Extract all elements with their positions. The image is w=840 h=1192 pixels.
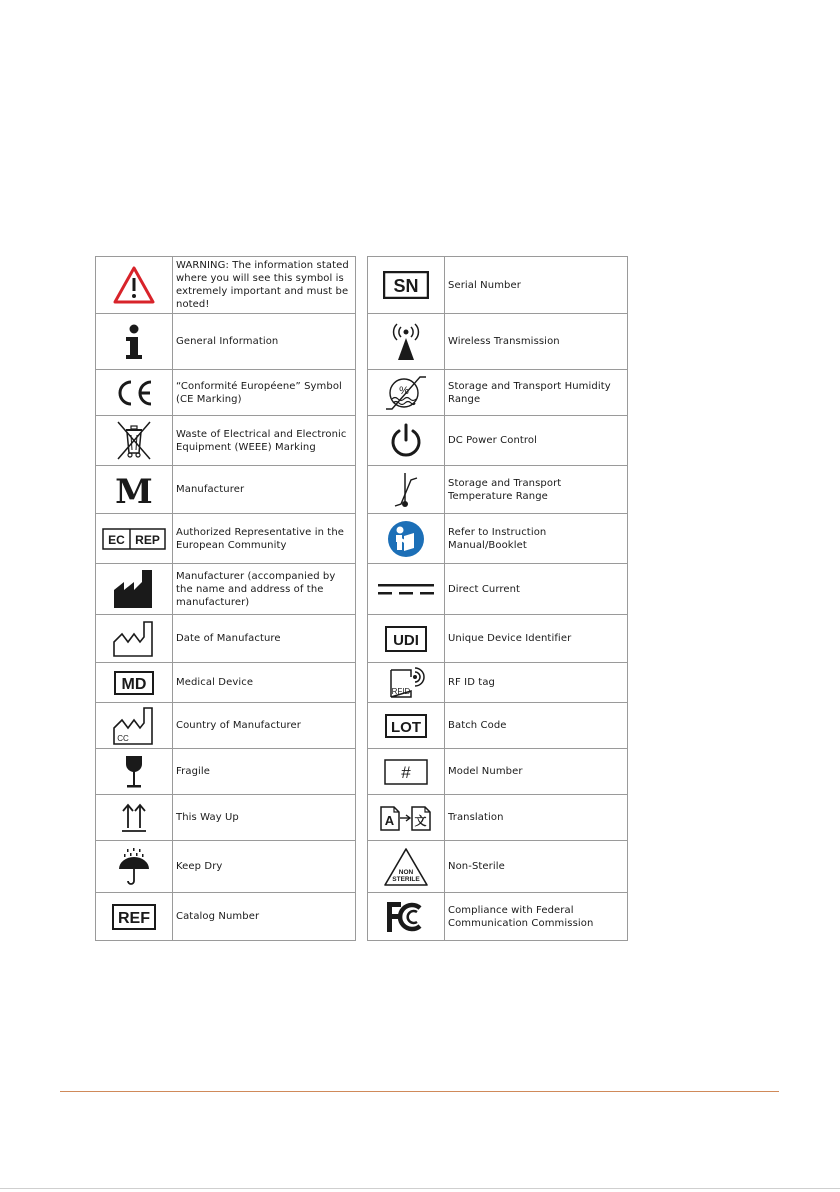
symbol-label: Storage and Transport Humidity Range [445,370,628,416]
symbol-label: Storage and Transport Temperature Range [445,466,628,514]
symbol-label: DC Power Control [445,416,628,466]
lot-glyph: LOT [391,718,421,736]
table-row [96,703,356,749]
table-row [96,257,356,314]
symbol-label: Waste of Electrical and Electronic Equipment (WEEE) Marking [173,416,356,466]
table-row [368,703,628,749]
fragile-glass-icon [122,754,146,790]
symbol-label: Manufacturer [173,466,356,514]
symbol-label: Non-Sterile [445,841,628,893]
table-row [96,795,356,841]
symbol-label: Medical Device [173,663,356,703]
symbol-label: Batch Code [445,703,628,749]
direct-current-icon [377,582,435,596]
humidity-icon [384,373,428,413]
sn-icon [383,271,429,299]
chinese-glyph: 文 [414,813,427,828]
symbol-label: Refer to Instruction Manual/Booklet [445,514,628,564]
page-bottom-edge [0,1188,840,1189]
table-row [368,893,628,941]
ref-icon [112,904,156,930]
non-sterile-icon [383,847,429,887]
symbol-label: Unique Device Identifier [445,615,628,663]
md-glyph: MD [121,675,147,693]
symbol-label: Date of Manufacture [173,615,356,663]
symbol-label: Direct Current [445,564,628,615]
symbol-label: Serial Number [445,257,628,314]
power-icon [388,423,424,459]
symbol-label: “Conformité Européene” Symbol (CE Marking) [173,370,356,416]
table-row [96,416,356,466]
symbol-label: Country of Manufacturer [173,703,356,749]
factory-cc-icon [112,706,156,746]
ce-marking-icon [113,379,155,407]
footer-divider [60,1091,779,1092]
ec-glyph: EC [108,532,125,547]
table-row [368,564,628,615]
table-row [96,615,356,663]
ref-glyph: REF [118,909,150,927]
warning-triangle-icon [112,265,156,305]
symbol-label: WARNING: The information stated where you will see this symbol is extremely important and must be noted! [173,257,356,314]
udi-glyph: UDI [393,631,419,649]
table-row [96,370,356,416]
table-row [368,663,628,703]
model-number-icon [384,759,428,785]
symbols-table-left [95,256,356,941]
sn-glyph: SN [393,276,419,296]
table-row [368,257,628,314]
table-row [368,314,628,370]
symbol-label: General Information [173,314,356,370]
table-row [96,514,356,564]
sterile-glyph: STERILE [392,875,420,883]
md-icon [114,671,154,695]
table-row [368,841,628,893]
table-row [96,314,356,370]
table-row [96,841,356,893]
table-row [96,466,356,514]
table-row [368,615,628,663]
factory-filled-icon [112,568,156,610]
symbol-label: This Way Up [173,795,356,841]
symbol-label: RF ID tag [445,663,628,703]
umbrella-icon [117,847,151,887]
manual-icon [387,520,425,558]
rfid-glyph: RFID [391,686,411,696]
table-row [368,466,628,514]
this-way-up-icon [120,802,148,834]
symbol-label: Authorized Representative in the European Community [173,514,356,564]
ec-rep-icon [102,528,166,550]
hash-glyph: # [401,762,411,782]
symbol-label: Model Number [445,749,628,795]
non-glyph: NON [398,868,414,876]
information-icon [122,324,146,360]
lot-icon [385,714,427,738]
manufacturer-m-icon [112,473,156,507]
symbol-label: Translation [445,795,628,841]
symbols-table-right [367,256,628,941]
weee-bin-icon [114,419,154,463]
latin-a-glyph: A [384,812,395,828]
wireless-icon [386,322,426,362]
rfid-icon [387,667,425,699]
table-row [96,564,356,615]
table-row [96,663,356,703]
symbol-label: Catalog Number [173,893,356,941]
rep-glyph: REP [135,532,160,547]
table-row [368,749,628,795]
table-row [96,749,356,795]
cc-glyph: CC [117,733,129,743]
udi-icon [385,626,427,652]
factory-outline-icon [112,620,156,658]
fcc-icon [384,900,428,934]
table-row [368,370,628,416]
table-row [368,514,628,564]
symbol-label: Fragile [173,749,356,795]
symbol-label: Compliance with Federal Communication Commission [445,893,628,941]
table-row [368,795,628,841]
translation-icon [380,804,432,832]
symbol-label: Keep Dry [173,841,356,893]
manufacturer-glyph: M [115,472,153,507]
thermometer-icon [391,470,421,510]
table-row [368,416,628,466]
symbol-label: Manufacturer (accompanied by the name and address of the manufacturer) [173,564,356,615]
percent-glyph: % [399,384,409,397]
table-row [96,893,356,941]
symbol-label: Wireless Transmission [445,314,628,370]
